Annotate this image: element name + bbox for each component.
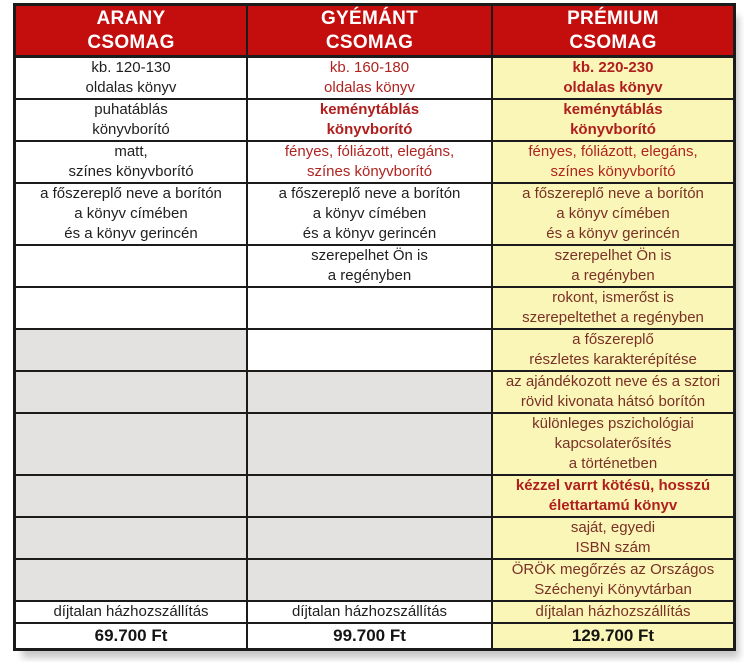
- cell-price-arany: [16, 624, 246, 648]
- cell-text-line: fényes, fóliázott, elegáns,: [528, 143, 698, 160]
- cell-text-line: az ajándékozott neve és a sztori: [505, 373, 721, 390]
- cell-text-line: a főszereplő neve a borítón: [40, 185, 222, 202]
- cell-national-library-archive-gyemant: [246, 560, 491, 600]
- cell-text-line: és a könyv gerincén: [302, 225, 437, 242]
- cell-text-line: puhatáblás: [94, 101, 168, 118]
- cell-text-line: oldalas könyv: [563, 79, 663, 96]
- cell-text-line: színes könyvborító: [550, 163, 676, 180]
- table-row-character-building: [16, 328, 733, 370]
- cell-text-line: fényes, fóliázott, elegáns,: [284, 143, 455, 160]
- header-premium: [491, 6, 733, 55]
- cell-text-line: díjtalan házhozszállítás: [53, 603, 209, 620]
- cell-you-in-novel-premium: [491, 246, 733, 286]
- cell-text-line: a főszereplő neve a borítón: [522, 185, 704, 202]
- cell-hero-name-on-cover-premium: [491, 184, 733, 244]
- cell-text-line: ISBN szám: [575, 539, 651, 556]
- table-row-you-in-novel: [16, 244, 733, 286]
- cell-text-line: és a könyv gerincén: [64, 225, 198, 242]
- cell-text-line: CSOMAG: [569, 31, 657, 53]
- cell-free-delivery-gyemant: [246, 602, 491, 622]
- cell-text-line: ARANY: [96, 7, 166, 29]
- cell-text-line: díjtalan házhozszállítás: [535, 603, 691, 620]
- cell-price-premium: [491, 624, 733, 648]
- cell-text-line: 69.700 Ft: [94, 626, 168, 645]
- cell-character-building-arany: [16, 330, 246, 370]
- cell-text-line: rokont, ismerőst is: [552, 289, 674, 306]
- table-row-national-library-archive: [16, 558, 733, 600]
- package-comparison-table: [13, 3, 736, 651]
- cell-text-line: kb. 220-230: [572, 59, 654, 76]
- cell-text-line: szerepelhet Ön is: [311, 247, 428, 264]
- cell-page-count-gyemant: [246, 58, 491, 98]
- cell-text-line: oldalas könyv: [324, 79, 415, 96]
- cell-text-line: színes könyvborító: [306, 163, 433, 180]
- cell-text-line: szerepeltethet a regényben: [522, 309, 704, 326]
- cell-own-isbn-premium: [491, 518, 733, 558]
- cell-text-line: ÖRÖK megőrzés az Országos: [511, 561, 715, 578]
- cell-text-line: keménytáblás: [319, 101, 420, 118]
- table-row-cover-type: [16, 98, 733, 140]
- table-header-row: [16, 6, 733, 56]
- cell-text-line: CSOMAG: [325, 31, 414, 53]
- cell-text-line: könyvborító: [92, 121, 170, 138]
- cell-text-line: a könyv címében: [74, 205, 188, 222]
- cell-cover-finish-premium: [491, 142, 733, 182]
- table-row-relatives-in-novel: [16, 286, 733, 328]
- cell-text-line: a könyv címében: [556, 205, 670, 222]
- cell-cover-finish-gyemant: [246, 142, 491, 182]
- cell-text-line: kb. 120-130: [91, 59, 171, 76]
- cell-character-building-gyemant: [246, 330, 491, 370]
- cell-page-count-arany: [16, 58, 246, 98]
- cell-hero-name-on-cover-arany: [16, 184, 246, 244]
- table-row-cover-finish: [16, 140, 733, 182]
- cell-text-line: 129.700 Ft: [571, 626, 655, 645]
- cell-page-count-premium: [491, 58, 733, 98]
- cell-giftee-name-story-arany: [16, 372, 246, 412]
- cell-text-line: a regényben: [571, 267, 655, 284]
- cell-text-line: könyvborító: [326, 121, 413, 138]
- cell-psychological-bonding-arany: [16, 414, 246, 474]
- cell-text-line: Széchenyi Könyvtárban: [534, 581, 692, 598]
- cell-character-building-premium: [491, 330, 733, 370]
- cell-text-line: a történetben: [568, 455, 658, 472]
- cell-text-line: élettartamú könyv: [548, 497, 678, 514]
- cell-you-in-novel-arany: [16, 246, 246, 286]
- cell-text-line: oldalas könyv: [85, 79, 177, 96]
- cell-giftee-name-story-gyemant: [246, 372, 491, 412]
- cell-cover-finish-arany: [16, 142, 246, 182]
- cell-text-line: díjtalan házhozszállítás: [291, 603, 448, 620]
- cell-text-line: és a könyv gerincén: [546, 225, 680, 242]
- table-row-price: [16, 622, 733, 648]
- cell-text-line: részletes karakterépítése: [529, 351, 697, 368]
- cell-psychological-bonding-gyemant: [246, 414, 491, 474]
- cell-text-line: keménytáblás: [563, 101, 663, 118]
- cell-cover-type-arany: [16, 100, 246, 140]
- cell-free-delivery-arany: [16, 602, 246, 622]
- cell-giftee-name-story-premium: [491, 372, 733, 412]
- cell-cover-type-premium: [491, 100, 733, 140]
- cell-national-library-archive-premium: [491, 560, 733, 600]
- cell-text-line: kézzel varrt kötésü, hosszú: [515, 477, 711, 494]
- header-gyemant: [246, 6, 491, 55]
- cell-price-gyemant: [246, 624, 491, 648]
- table-row-giftee-name-story: [16, 370, 733, 412]
- cell-text-line: a főszereplő neve a borítón: [278, 185, 461, 202]
- cell-text-line: rövid kivonata hátsó borítón: [520, 393, 706, 410]
- cell-hero-name-on-cover-gyemant: [246, 184, 491, 244]
- table-row-own-isbn: [16, 516, 733, 558]
- cell-text-line: különleges pszichológiai: [532, 415, 694, 432]
- cell-text-line: CSOMAG: [87, 31, 175, 53]
- cell-own-isbn-gyemant: [246, 518, 491, 558]
- cell-relatives-in-novel-premium: [491, 288, 733, 328]
- cell-text-line: a regényben: [327, 267, 412, 284]
- cell-text-line: matt,: [114, 143, 148, 160]
- table-row-free-delivery: [16, 600, 733, 622]
- cell-text-line: kb. 160-180: [329, 59, 410, 76]
- cell-text-line: kapcsolaterősítés: [554, 435, 672, 452]
- cell-text-line: a könyv címében: [312, 205, 427, 222]
- cell-relatives-in-novel-gyemant: [246, 288, 491, 328]
- cell-relatives-in-novel-arany: [16, 288, 246, 328]
- cell-text-line: saját, egyedi: [570, 519, 656, 536]
- cell-hand-sewn-binding-arany: [16, 476, 246, 516]
- cell-text-line: szerepelhet Ön is: [554, 247, 672, 264]
- cell-text-line: GYÉMÁNT: [320, 7, 419, 29]
- table-row-hero-name-on-cover: [16, 182, 733, 244]
- cell-cover-type-gyemant: [246, 100, 491, 140]
- table-row-hand-sewn-binding: [16, 474, 733, 516]
- cell-text-line: a főszereplő: [572, 331, 654, 348]
- table-row-page-count: [16, 56, 733, 98]
- cell-hand-sewn-binding-gyemant: [246, 476, 491, 516]
- cell-psychological-bonding-premium: [491, 414, 733, 474]
- header-arany: [16, 6, 246, 55]
- cell-national-library-archive-arany: [16, 560, 246, 600]
- cell-hand-sewn-binding-premium: [491, 476, 733, 516]
- cell-you-in-novel-gyemant: [246, 246, 491, 286]
- cell-free-delivery-premium: [491, 602, 733, 622]
- table-row-psychological-bonding: [16, 412, 733, 474]
- cell-own-isbn-arany: [16, 518, 246, 558]
- cell-text-line: 99.700 Ft: [333, 626, 406, 645]
- cell-text-line: PRÉMIUM: [567, 7, 659, 29]
- cell-text-line: könyvborító: [570, 121, 656, 138]
- cell-text-line: színes könyvborító: [68, 163, 194, 180]
